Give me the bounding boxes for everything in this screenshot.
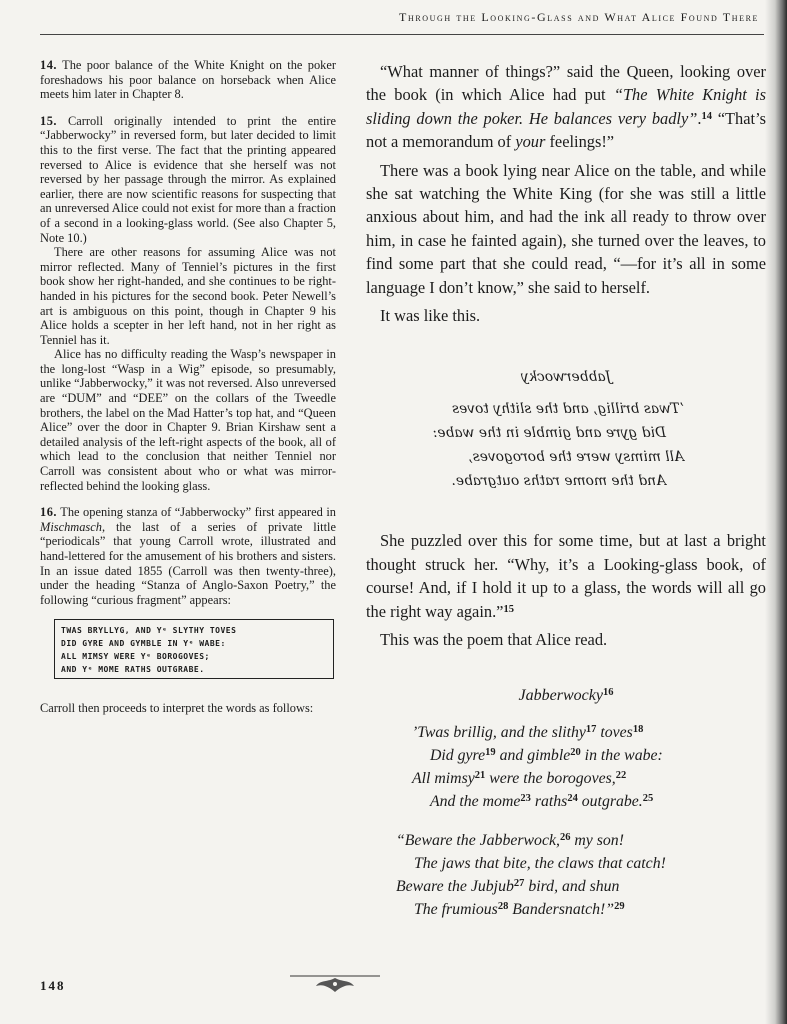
fragment-line: DID GYRE AND GYMBLE IN Yᵉ WABE: bbox=[61, 639, 226, 649]
note-ref: 29 bbox=[614, 900, 625, 912]
note-ref: 22 bbox=[615, 769, 627, 781]
text-run: feelings!” bbox=[545, 132, 615, 152]
poem-text: ’Twas brillig, and the slithy bbox=[412, 723, 586, 741]
mirrored-poem-line: Did gyre and gimble in the wabe: bbox=[432, 425, 666, 442]
note-ref: 27 bbox=[513, 877, 525, 889]
text-run: She puzzled over this for some time, but at last a bright thought struck her. “Why, it’s a Looking-glass book, of course! And, if I hold it up to a glass, the words will all go the right way again.” bbox=[366, 531, 766, 621]
poem-line bbox=[366, 767, 766, 790]
note-ref: 17 bbox=[585, 723, 597, 735]
note-text: Carroll originally intended to print the entire “Jabberwocky” in reversed form, but later decided to limit this to the first verse. The fact that the printing appeared reversed to Alice is evidence that she herself was not reversed by her passage through the mirror. As explained earlier, there are now scientific reasons for suspecting that an unreversed Alice could not exist for more than a fraction of a second in a looking-glass world. (See also Chapter 5, Note 10.) bbox=[40, 113, 336, 245]
poem-text: Beware the Jubjub bbox=[396, 877, 514, 895]
emphasis: your bbox=[515, 132, 546, 152]
poem-text: And the mome bbox=[430, 792, 521, 810]
poem-title-text: Jabberwocky bbox=[518, 686, 603, 704]
note-number: 14. bbox=[40, 58, 57, 72]
note-text: The poor balance of the White Knight on the poker foreshadows his poor balance on horseback when Alice meets him later in Chapter 8. bbox=[40, 58, 336, 102]
note-15-paragraph-3: Alice has no difficulty reading the Wasp’s newspaper in the long-lost “Wasp in a Wig” episode, so presumably, unlike “Jabberwocky,” it was not reversed. Also unreversed are “DUM” and “DEE” on the collars of the Tweedle brothers, the label on the Mad Hatter’s top hat, and “Queen Alice” over the door in Chapter 9. Brian Kirshaw sent a detailed analysis of the left-right aspects of the book, all of which lead to the conclusion that neither Tenniel nor Carroll was consistent about who or what was mirror-reflected behind the looking glass. bbox=[40, 347, 336, 493]
poem-text: “Beware the Jabberwock, bbox=[396, 831, 560, 849]
note-16-paragraph-2: Carroll then proceeds to interpret the words as follows: bbox=[40, 701, 314, 716]
running-head: Through the Looking-Glass and What Alice Found There bbox=[399, 10, 759, 24]
note-ref-16: 16 bbox=[602, 686, 614, 698]
poem-stanza-2 bbox=[366, 829, 766, 921]
fragment-line: ALL MIMSY WERE Yᵉ BOROGOVES; bbox=[61, 652, 210, 662]
page-number: 148 bbox=[40, 978, 66, 993]
note-ref: 26 bbox=[559, 831, 571, 843]
book-spine-shadow bbox=[765, 0, 787, 1024]
note-16 bbox=[40, 505, 336, 607]
poem-text: The frumious bbox=[414, 900, 498, 918]
note-ref-15: 15 bbox=[503, 603, 514, 615]
note-ref-14: 14 bbox=[701, 110, 712, 122]
poem-text: outgrabe. bbox=[577, 792, 643, 810]
poem-line bbox=[366, 790, 766, 813]
poem-text: Did gyre bbox=[430, 746, 486, 764]
ornament-icon bbox=[290, 970, 380, 996]
note-number: 15. bbox=[40, 113, 57, 128]
poem-line bbox=[366, 875, 766, 898]
poem-line bbox=[366, 829, 766, 852]
poem-line bbox=[366, 744, 766, 767]
main-paragraph-2: There was a book lying near Alice on the table, and while she sat watching the White King (for she was still a little anxious about him, and had the ink all ready to throw over him, in case he fainted again), she turned over the leaves, to find some part that she could read, “—for it’s all in some language I don’t know,” she said to herself. bbox=[366, 160, 766, 297]
main-text-column bbox=[366, 60, 766, 921]
note-ref: 20 bbox=[570, 746, 581, 758]
poem-text: Bandersnatch!” bbox=[508, 900, 615, 918]
poem-text: my son! bbox=[570, 831, 624, 849]
note-ref: 21 bbox=[474, 769, 486, 781]
curious-fragment-box bbox=[54, 619, 334, 679]
jabberwocky-poem bbox=[366, 684, 766, 921]
note-ref: 23 bbox=[520, 792, 531, 804]
poem-text: raths bbox=[530, 792, 568, 810]
mirrored-poem-line: And the mome raths outgrabe. bbox=[451, 473, 666, 490]
mischmasch-title: Mischmasch bbox=[40, 519, 102, 534]
note-15 bbox=[40, 114, 336, 245]
text-run: “That’s not a memorandum of bbox=[366, 108, 766, 152]
memorandum-quote: “The White Knight is sliding down the poker. He balances very badly” bbox=[366, 85, 766, 128]
poem-line bbox=[366, 898, 766, 921]
note-ref: 19 bbox=[485, 746, 496, 758]
note-number: 16. bbox=[40, 505, 57, 520]
main-paragraph-5: This was the poem that Alice read. bbox=[380, 630, 608, 650]
mirrored-poem bbox=[366, 365, 766, 493]
main-paragraph-1 bbox=[366, 60, 766, 154]
mirrored-poem-title: Jabberwocky bbox=[520, 369, 612, 386]
note-text: , the last of a series of private little “periodicals” that young Carroll wrote, illustrated and hand-lettered for the amusement of his brothers and sisters. In an issue dated 1855 (Carroll was then twenty-three), under the heading “Stanza of Anglo-Saxon Poetry,” the following “curious fragment” appears: bbox=[40, 519, 336, 607]
poem-title bbox=[366, 684, 766, 707]
poem-text: All mimsy bbox=[412, 769, 475, 787]
poem-text: in the wabe: bbox=[580, 746, 663, 764]
poem-text: toves bbox=[596, 723, 633, 741]
poem-line bbox=[366, 852, 766, 875]
note-ref: 24 bbox=[567, 792, 578, 804]
fragment-line: AND Yᵉ MOME RATHS OUTGRABE. bbox=[61, 665, 205, 675]
poem-line bbox=[366, 721, 766, 744]
note-ref: 25 bbox=[642, 792, 654, 804]
poem-text: were the borogoves, bbox=[485, 769, 616, 787]
note-ref: 18 bbox=[632, 723, 644, 735]
poem-text: The jaws that bite, the claws that catch! bbox=[414, 854, 666, 872]
main-paragraph-3: It was like this. bbox=[380, 306, 481, 326]
text-run: . bbox=[697, 108, 702, 128]
note-text: The opening stanza of “Jabberwocky” first appeared in bbox=[57, 505, 336, 520]
header-rule bbox=[40, 34, 764, 35]
note-15-paragraph-2: There are other reasons for assuming Alice was not mirror reflected. Many of Tenniel’s pictures in the first book show her right-handed, and she continues to be right-handed in his pictures for the second book. Peter Newell’s art is ambiguous on this point, though in Chapter 9 his Alice holds a scepter in her left hand, not in her right as Tenniel has it. bbox=[40, 245, 336, 347]
poem-text: bird, and shun bbox=[524, 877, 620, 895]
mirrored-poem-line: All mimsy were the borogoves, bbox=[468, 449, 684, 466]
fragment-line: TWAS BRYLLYG, AND Yᵉ SLYTHY TOVES bbox=[61, 626, 237, 636]
notes-column bbox=[40, 58, 336, 716]
note-ref: 28 bbox=[497, 900, 509, 912]
text-run: “What manner of things?” said the Queen, looking over the book (in which Alice had put bbox=[366, 62, 766, 105]
mirrored-poem-line: ’Twas brillig, and the slithy toves bbox=[452, 401, 684, 418]
note-14 bbox=[40, 58, 336, 102]
main-paragraph-4 bbox=[366, 529, 766, 623]
poem-text: and gimble bbox=[495, 746, 571, 764]
